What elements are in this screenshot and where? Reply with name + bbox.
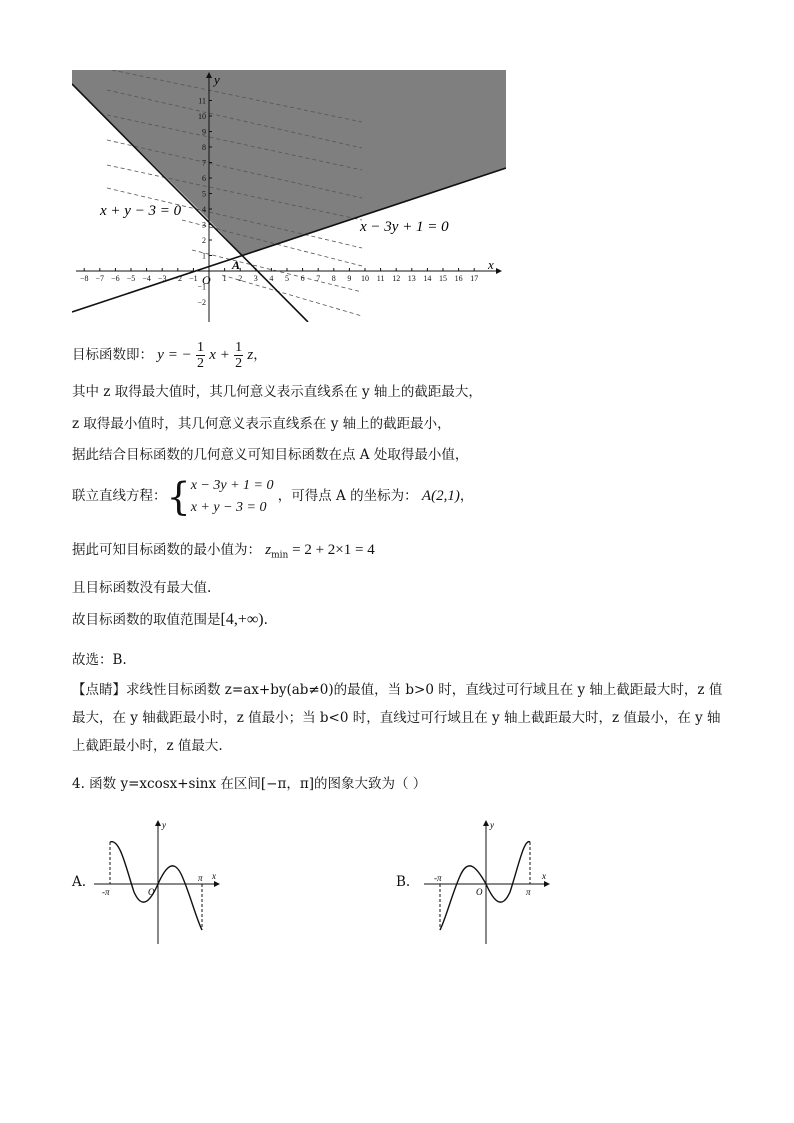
- option-b-graph[interactable]: [420, 818, 560, 948]
- x-tick-label: 16: [454, 274, 463, 283]
- svg-text:x: x: [212, 871, 216, 881]
- min-value: = 2 + 2×1 = 4: [288, 542, 375, 558]
- range-line: 故目标函数的取值范围是[4,+∞).: [72, 611, 268, 628]
- x-tick-label: 1: [222, 274, 227, 283]
- y-tick-label: 10: [198, 112, 206, 121]
- min-prefix: 据此可知目标函数的最小值为：: [72, 542, 261, 558]
- system-prefix: 联立直线方程：: [72, 488, 167, 504]
- system-line: 联立直线方程：{ x − 3y + 1 = 0 x + y − 3 = 0 ，可得点 A 的坐标为： A(2,1)，: [72, 474, 474, 519]
- svg-text:y: y: [162, 820, 166, 830]
- svg-text:-π: -π: [102, 887, 110, 897]
- option-b-label[interactable]: B.: [396, 874, 411, 890]
- text-line-2: 其中 z 取得最大值时，其几何意义表示直线系在 y 轴上的截距最大，: [72, 384, 482, 400]
- y-tick-label: 6: [202, 174, 206, 183]
- x-tick-label: 9: [347, 274, 352, 283]
- min-value-line: [72, 540, 375, 566]
- y-tick-label: 3: [202, 220, 206, 230]
- x-tick-label: 6: [300, 274, 305, 283]
- x-tick-label: −2: [173, 274, 183, 283]
- fraction-2: $\frac{1}{2}$: [235, 340, 243, 371]
- objective-line: 目标函数即： y = − $\frac{1}{2}$ x + $\frac{1}{2}$ z，: [72, 340, 267, 371]
- svg-text:-π: -π: [434, 873, 442, 883]
- range-value: [4,+∞): [220, 611, 264, 628]
- svg-text:O: O: [148, 887, 155, 897]
- y-tick-label: 11: [198, 96, 206, 106]
- svg-text:π: π: [198, 873, 203, 883]
- y-tick-label: 9: [202, 127, 206, 137]
- objective-math-b: x +: [209, 347, 230, 363]
- x-tick-label: −4: [142, 274, 151, 283]
- comment-paragraph: 【点睛】求线性目标函数 z=ax+by(ab≠0)的最值，当 b>0 时，直线过可行域且在 y 轴上截距最大时，z 值最大，在 y 轴截距最小时，z 值最小；当 b<0 时，直线过可行域且在 y 轴上截距最大时，z 值最小，在 y 轴上截距最小时，z 值最大.: [72, 682, 723, 754]
- objective-prefix: 目标函数即：: [72, 347, 153, 363]
- y-tick-label: 4: [202, 205, 206, 214]
- x-tick-label: −3: [157, 274, 167, 283]
- range-prefix: 故目标函数的取值范围是: [72, 612, 221, 628]
- y-tick-label: 5: [202, 189, 206, 199]
- z-subscript: min: [271, 550, 289, 561]
- x-tick-label: −8: [79, 274, 89, 283]
- x-tick-label: 10: [361, 274, 369, 283]
- x-tick-label: −1: [189, 274, 198, 283]
- x-tick-label: 2: [238, 274, 243, 283]
- system-mid: ，可得点 A 的坐标为：: [277, 488, 418, 504]
- curve-b: [440, 842, 530, 930]
- y-axis-label: y: [214, 72, 220, 87]
- curve-a: [110, 842, 202, 930]
- origin-label: O: [202, 273, 211, 287]
- point-a-coords: A(2,1): [421, 488, 460, 504]
- z-symbol: z: [265, 542, 272, 558]
- x-tick-label: 14: [423, 274, 432, 283]
- x-axis-label: x: [488, 257, 494, 272]
- text-line-3: z 取得最小值时，其几何意义表示直线系在 y 轴上的截距最小，: [72, 416, 451, 432]
- y-tick-label: 1: [202, 251, 206, 261]
- objective-math-c: z: [247, 347, 254, 363]
- x-tick-label: 15: [439, 274, 447, 283]
- x-tick-label: 3: [253, 274, 258, 283]
- option-a-label[interactable]: A.: [72, 874, 87, 890]
- x-tick-label: 4: [269, 274, 274, 283]
- svg-text:x: x: [542, 871, 546, 881]
- text-line-4: 据此结合目标函数的几何意义可知目标函数在点 A 处取得最小值，: [72, 447, 469, 463]
- x-tick-label: 7: [316, 274, 321, 283]
- x-tick-label: 17: [470, 274, 479, 283]
- line2-label: x − 3y + 1 = 0: [360, 219, 449, 235]
- svg-text:O: O: [476, 887, 483, 897]
- x-tick-label: −7: [95, 274, 105, 283]
- svg-text:y: y: [490, 820, 494, 830]
- feasible-region-figure: [72, 70, 506, 322]
- x-tick-label: 8: [331, 274, 336, 283]
- svg-text:π: π: [526, 887, 531, 897]
- equation-system: x − 3y + 1 = 0 x + y − 3 = 0: [190, 477, 274, 515]
- fraction-1: $\frac{1}{2}$: [197, 340, 204, 371]
- y-tick-label: −2: [197, 298, 206, 307]
- x-tick-labels: [80, 268, 478, 283]
- option-a-graph[interactable]: [90, 818, 230, 948]
- y-tick-label: 7: [202, 158, 206, 168]
- x-tick-label: 5: [285, 274, 289, 283]
- y-tick-label: 2: [202, 236, 206, 245]
- x-tick-label: −5: [126, 274, 136, 283]
- x-tick-label: 12: [392, 274, 401, 283]
- text-line-7: 且目标函数没有最大值.: [72, 580, 212, 596]
- point-a-label: A: [232, 258, 241, 272]
- text-line-9: 故选：B.: [72, 652, 127, 668]
- brace: {: [166, 474, 191, 519]
- x-tick-label: 11: [376, 274, 385, 283]
- objective-math-a: y = −: [157, 347, 192, 363]
- question-4: 4. 函数 y=xcosx+sinx 在区间[−π，π]的图象大致为（ ）: [72, 776, 427, 792]
- x-tick-label: −6: [111, 274, 120, 283]
- y-tick-label: 8: [202, 143, 206, 152]
- y-tick-label: −1: [197, 282, 206, 292]
- x-tick-label: 13: [407, 274, 416, 283]
- line1-label: x + y − 3 = 0: [100, 203, 182, 219]
